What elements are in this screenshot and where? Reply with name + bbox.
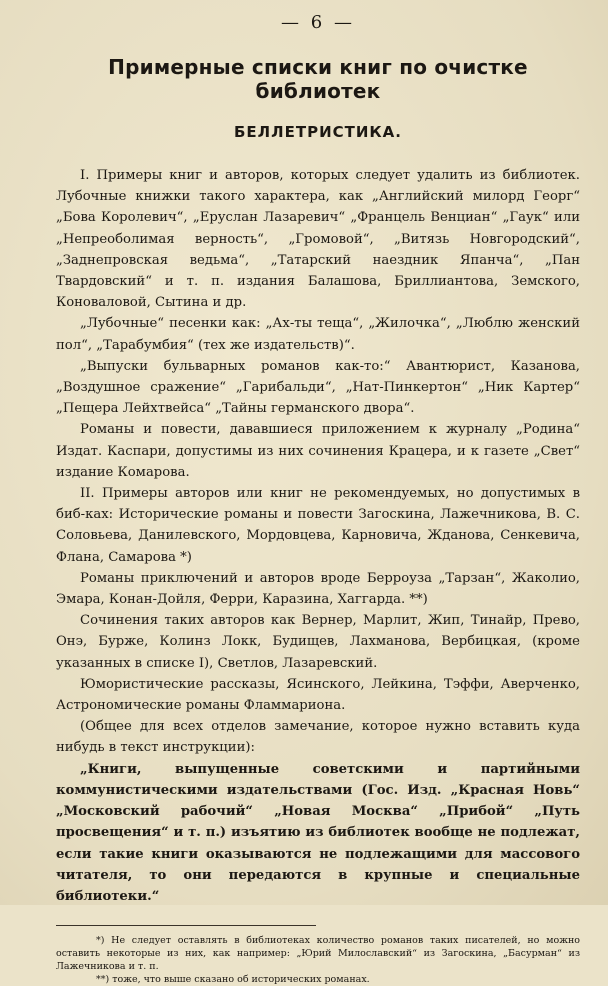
paragraph: II. Примеры авторов или книг не рекомендуемых, но допустимых в биб-ках: Исторические романы и повести Загоскина, Лажечникова, В. С. Соловьева, Данилевского, Мордовцева, Карновича, Жданова, Сенкевича, Флана, Самарова *) xyxy=(56,486,580,565)
footnotes xyxy=(56,934,580,986)
paragraph-quote: „Книги, выпущенные советскими и партийными коммунистическими издательствами (Гос. Изд. „Красная Новь“ „Московский рабочий“ „Новая Москва“ „Прибой“ „Путь просвещения“ и т. п.) изъятию из библиотек вообще не подлежат, если такие книги оказываются не подлежащими для массового читателя, то они передаются в крупные и специальные библиотеки.“ xyxy=(56,761,580,904)
footnote: *) Не следует оставлять в библиотеках количество романов таких писателей, но можно оставить некоторые из них, как например: „Юрий Милославский“ из Загоскина, „Басурман“ из Лажечникова и т. п. xyxy=(56,935,580,973)
paragraph: Сочинения таких авторов как Вернер, Марлит, Жип, Тинайр, Прево, Онэ, Бурже, Колинз Локк, Будищев, Лахманова, Вербицкая, (кроме указанных в списке I), Светлов, Лазаревский. xyxy=(56,613,580,671)
paragraph: (Общее для всех отделов замечание, которое нужно вставить куда нибудь в текст инструкции): xyxy=(56,719,580,756)
paragraph: „Выпуски бульварных романов как-то:“ Авантюрист, Казанова, „Воздушное сражение“ „Гарибальди“, „Нат-Пинкертон“ „Ник Картер“ „Пещера Лейхтвейса“ „Тайны германского двора“. xyxy=(56,358,580,417)
paragraph: „Лубочные“ песенки как: „Ах-ты теща“, „Жилочка“, „Люблю женский пол“, „Тарабумбия“ (тех же издательств)“. xyxy=(56,316,580,353)
paragraph: Романы приключений и авторов вроде Берроуза „Тарзан“, Жаколио, Эмара, Конан-Дойля, Ферри, Каразина, Хаггарда. **) xyxy=(56,570,580,608)
footnote: **) тоже, что выше сказано об исторических романах. xyxy=(96,974,370,986)
footnote-divider xyxy=(56,925,316,926)
paragraph: Романы и повести, дававшиеся приложением к журналу „Родина“ Издат. Каспари, допустимы из них сочинения Крацера, и к газете „Свет“ издание Комарова. xyxy=(56,422,580,480)
paragraph: I. Примеры книг и авторов, которых следует удалить из библиотек. Лубочные книжки такого характера, как „Английский милорд Георг“ „Бова Королевич“, „Еруслан Лазаревич“ „Францель Венциан“ „Гаук“ или „Непреоболимая верность“, „Громовой“, „Витязь Новгородский“, „Заднепровская ведьма“, „Татарский наездник Япанча“, „Пан Твардовский“ и т. п. издания Балашова, Бриллиантова, Земского, Коноваловой, Сытина и др. xyxy=(56,168,580,311)
page-title: Примерные списки книг по очистке библиотек xyxy=(108,55,528,103)
body-text xyxy=(56,165,580,907)
page-number: — 6 — xyxy=(281,12,355,33)
section-heading: БЕЛЛЕТРИСТИКА. xyxy=(234,123,402,141)
paragraph: Юмористические рассказы, Ясинского, Лейкина, Тэффи, Аверченко, Астрономические романы Фламмариона. xyxy=(56,676,580,714)
